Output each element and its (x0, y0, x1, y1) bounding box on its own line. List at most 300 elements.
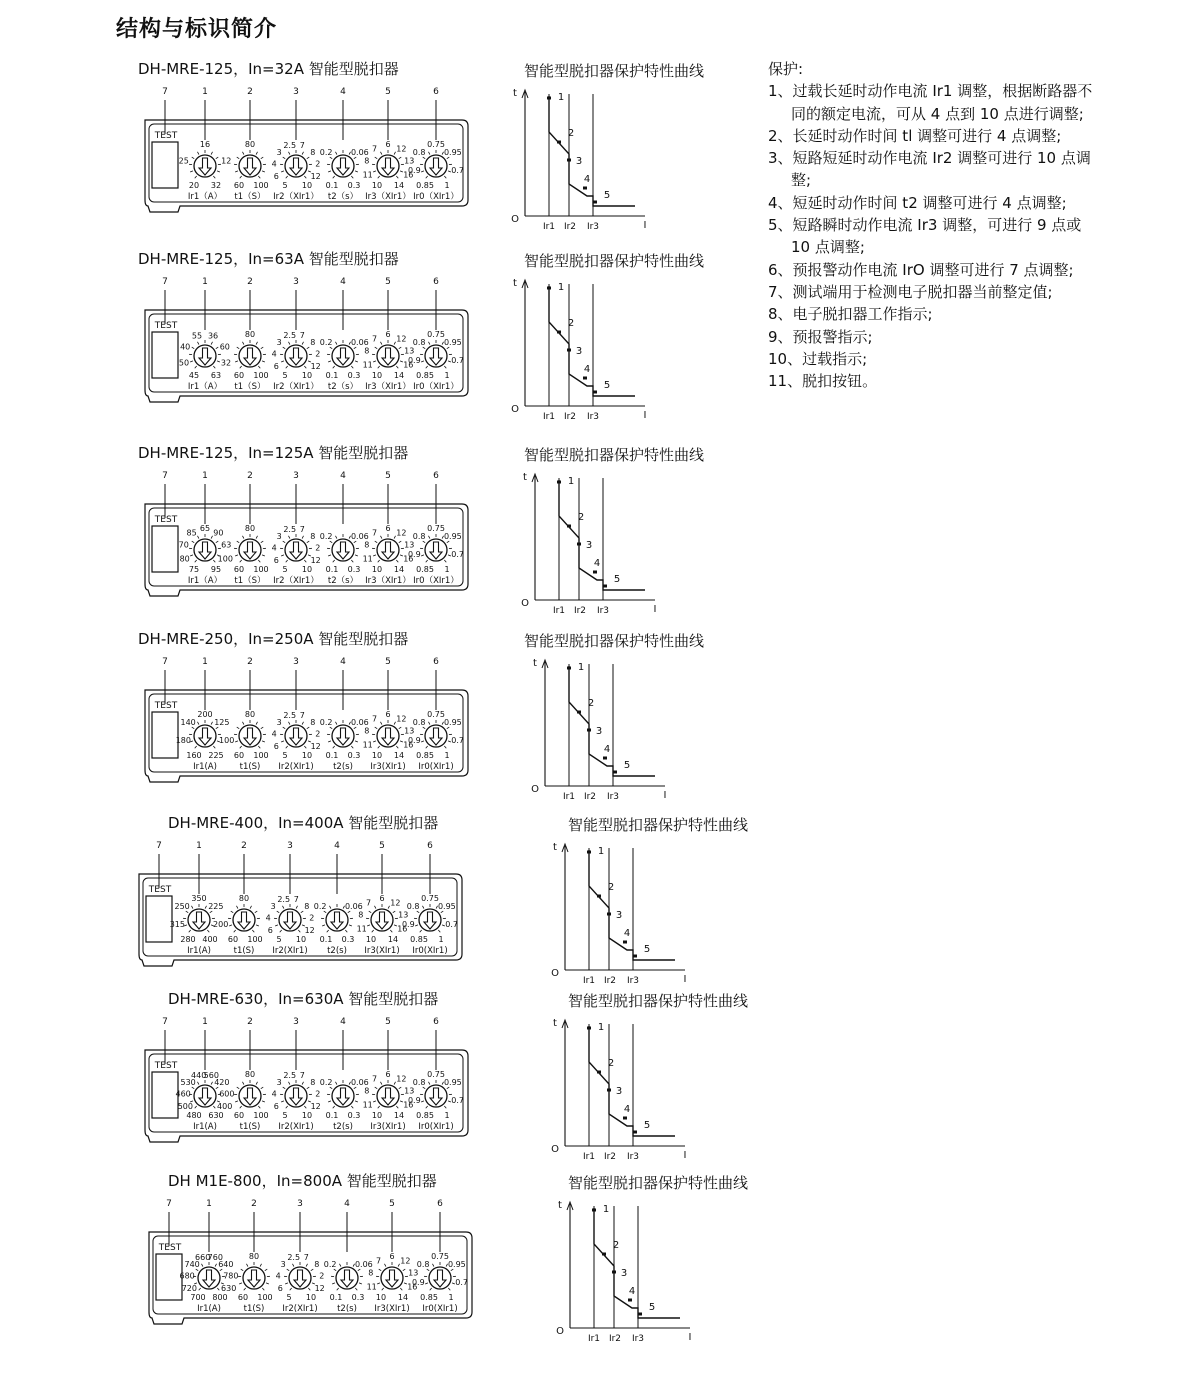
dial-scale-value: 6 (278, 1284, 283, 1293)
curve-title: 智能型脱扣器保护特性曲线 (524, 250, 704, 271)
trip-curve (505, 274, 665, 454)
setting-dial[interactable] (320, 532, 369, 574)
setting-dial[interactable] (179, 524, 233, 574)
callout-number: 1 (202, 87, 208, 97)
dial-scale-value: 8 (358, 910, 363, 919)
trip-curve-svg (515, 468, 675, 623)
test-label: TEST (148, 885, 172, 895)
dial-scale-value: 0.9 (408, 550, 421, 559)
axis-t-label: t (553, 1018, 557, 1029)
dial-scale-value: 100 (219, 736, 234, 745)
callout-number: 2 (247, 657, 253, 667)
dial-scale-value: 0.3 (352, 1293, 365, 1302)
dial-scale-value: 10 (366, 935, 376, 944)
dial-scale-value: 16 (397, 924, 407, 933)
dial-scale-value: 1 (444, 751, 449, 760)
dial-label: t1(S) (234, 946, 255, 956)
trip-unit-panel (0, 836, 340, 976)
setting-dial[interactable] (402, 894, 458, 944)
dial-scale-value: 6 (385, 330, 390, 339)
callout-number: 5 (379, 841, 385, 851)
callout-number: 6 (433, 87, 439, 97)
setting-dial[interactable] (272, 1071, 321, 1120)
setting-dial[interactable] (179, 332, 231, 381)
dial-scale-value: 95 (211, 565, 221, 574)
origin-label: O (556, 1326, 564, 1337)
dial-scale-value: 12 (315, 1284, 325, 1293)
dial-scale-value: 12 (311, 742, 321, 751)
curve-point-label: 3 (616, 910, 622, 921)
dial-scale-value: 14 (398, 1293, 408, 1302)
dial-scale-value: 12 (400, 1257, 410, 1266)
setting-dial[interactable] (170, 894, 229, 944)
protection-item: 10、过载指示; (768, 348, 1098, 370)
setting-dial[interactable] (176, 1071, 235, 1120)
trip-curve-svg (545, 838, 705, 993)
dial-scale-value: 0.2 (320, 532, 333, 541)
dial-label: Ir0(XIr1) (422, 1304, 457, 1314)
dial-scale-value: 10 (296, 935, 306, 944)
dial-scale-value: 60 (234, 181, 244, 190)
dial-scale-value: 0.8 (413, 338, 426, 347)
callout-number: 7 (162, 277, 168, 287)
callout-number: 3 (293, 657, 299, 667)
dial-label: t1(S) (240, 1122, 261, 1132)
setting-dial[interactable] (314, 902, 363, 944)
dial-scale-value: 315 (170, 920, 185, 929)
dial-scale-value: 0.2 (320, 148, 333, 157)
setting-dial[interactable] (408, 140, 464, 190)
setting-dial[interactable] (180, 1253, 239, 1302)
dial-scale-value: 55 (192, 332, 202, 341)
dial-scale-value: 7 (300, 525, 305, 534)
trip-unit-panel (0, 652, 340, 792)
setting-dial[interactable] (363, 140, 415, 190)
dial-scale-value: 11 (363, 360, 373, 369)
test-port[interactable] (152, 332, 178, 378)
curve-point-label: 5 (604, 380, 610, 391)
callout-number: 7 (166, 1199, 172, 1209)
trip-curve-line (569, 666, 655, 776)
dial-scale-value: 0.85 (416, 181, 434, 190)
test-label: TEST (158, 1243, 182, 1253)
dial-scale-value: 630 (221, 1284, 236, 1293)
trip-curve (525, 654, 685, 834)
trip-unit-title: DH-MRE-400，In=400A 智能型脱扣器 (168, 812, 438, 833)
axis-i-label: I (689, 1332, 692, 1343)
dial-scale-value: 14 (394, 751, 404, 760)
dial-scale-value: 440 (191, 1071, 206, 1080)
dial-scale-value: 80 (249, 1252, 259, 1261)
setting-dial[interactable] (363, 710, 415, 760)
protection-item: 11、脱扣按钮。 (768, 370, 1098, 392)
dial-scale-value: 5 (276, 935, 281, 944)
dial-scale-value: 12 (311, 556, 321, 565)
dial-scale-value: 630 (208, 1111, 223, 1120)
dial-scale-value: 0.9 (408, 356, 421, 365)
dial-label: Ir3（XIr1） (365, 576, 411, 586)
setting-dial[interactable] (408, 524, 464, 574)
setting-dial[interactable] (408, 710, 464, 760)
dial-scale-value: 100 (247, 935, 262, 944)
ir3-label: Ir3 (587, 222, 599, 232)
dial-scale-value: 500 (178, 1102, 193, 1111)
dial-scale-value: 0.95 (448, 1260, 466, 1269)
dial-scale-value: 2.5 (283, 1071, 296, 1080)
dial-scale-value: 40 (180, 342, 190, 351)
dial-scale-value: 8 (364, 346, 369, 355)
dial-scale-value: 5 (282, 371, 287, 380)
setting-dial[interactable] (367, 1252, 419, 1302)
dial-scale-value: 420 (214, 1078, 229, 1087)
dial-scale-value: 400 (202, 935, 217, 944)
dial-scale-value: 0.85 (410, 935, 428, 944)
dial-scale-value: 0.85 (416, 371, 434, 380)
dial-label: t2(s) (333, 762, 353, 772)
dial-scale-value: 180 (176, 736, 191, 745)
dial-label: Ir0(XIr1) (418, 762, 453, 772)
dial-scale-value: 0.1 (330, 1293, 343, 1302)
dial-scale-value: 10 (372, 751, 382, 760)
setting-dial[interactable] (276, 1253, 325, 1302)
trip-curve-line (589, 1026, 675, 1136)
dial-scale-value: 0.7 (451, 356, 464, 365)
trip-unit-panel-svg (0, 836, 480, 986)
dial-scale-value: 80 (245, 710, 255, 719)
dial-scale-value: 10 (306, 1293, 316, 1302)
dial-scale-value: 0.75 (421, 894, 439, 903)
axis-i-label: I (664, 790, 667, 801)
setting-dial[interactable] (272, 525, 321, 574)
ir3-label: Ir3 (632, 1334, 644, 1344)
dial-scale-value: 3 (271, 902, 276, 911)
dial-scale-value: 0.06 (355, 1260, 373, 1269)
dial-scale-value: 7 (294, 895, 299, 904)
dial-scale-value: 14 (394, 1111, 404, 1120)
test-port[interactable] (152, 1072, 178, 1118)
dial-scale-value: 0.3 (348, 371, 361, 380)
dial-scale-value: 6 (274, 362, 279, 371)
dial-scale-value: 11 (363, 170, 373, 179)
test-port[interactable] (152, 526, 178, 572)
dial-scale-value: 720 (182, 1284, 197, 1293)
dial-scale-value: 2 (315, 729, 320, 738)
dial-scale-value: 12 (396, 715, 406, 724)
callout-number: 6 (433, 1017, 439, 1027)
ir3-label: Ir3 (627, 976, 639, 986)
test-port[interactable] (146, 896, 172, 942)
dial-scale-value: 600 (219, 1089, 234, 1098)
dial-scale-value: 1 (444, 1111, 449, 1120)
dial-label: Ir1(A) (197, 1304, 221, 1314)
dial-label: t1(S) (244, 1304, 265, 1314)
setting-dial[interactable] (228, 894, 263, 944)
test-port[interactable] (152, 712, 178, 758)
dial-scale-value: 780 (223, 1271, 238, 1280)
dial-scale-value: 200 (197, 710, 212, 719)
trip-curve-svg (505, 84, 665, 239)
dial-scale-value: 0.75 (427, 330, 445, 339)
curve-point-label: 5 (644, 1120, 650, 1131)
trip-curve-line (589, 850, 675, 960)
dial-scale-value: 16 (403, 170, 413, 179)
ir2-label: Ir2 (604, 976, 616, 986)
protection-item: 8、电子脱扣器工作指示; (768, 303, 1098, 325)
dial-scale-value: 11 (357, 924, 367, 933)
setting-dial[interactable] (234, 710, 269, 760)
setting-dial[interactable] (320, 1078, 369, 1120)
dial-scale-value: 0.75 (431, 1252, 449, 1261)
axis-i-label: I (654, 604, 657, 615)
axis-i-label: I (684, 1150, 687, 1161)
dial-label: Ir3(XIr1) (374, 1304, 409, 1314)
dial-scale-value: 13 (404, 156, 414, 165)
trip-unit-panel (0, 1012, 340, 1152)
dial-scale-value: 0.1 (326, 565, 339, 574)
trip-curve-line (549, 96, 635, 206)
origin-label: O (511, 214, 519, 225)
dial-label: t2(s) (333, 1122, 353, 1132)
dial-label: Ir1(A) (187, 946, 211, 956)
ir1-label: Ir1 (543, 412, 555, 422)
dial-scale-value: 6 (385, 710, 390, 719)
dial-label: t2（s） (328, 192, 358, 202)
dial-label: t2(s) (327, 946, 347, 956)
dial-scale-value: 7 (372, 145, 377, 154)
dial-scale-value: 80 (245, 1070, 255, 1079)
curve-title: 智能型脱扣器保护特性曲线 (568, 990, 748, 1011)
setting-dial[interactable] (234, 524, 269, 574)
dial-scale-value: 63 (221, 540, 231, 549)
setting-dial[interactable] (238, 1252, 273, 1302)
dial-scale-value: 7 (376, 1257, 381, 1266)
setting-dial[interactable] (234, 140, 269, 190)
callout-number: 5 (385, 277, 391, 287)
setting-dial[interactable] (320, 338, 369, 380)
curve-point-label: 4 (594, 558, 600, 569)
dial-scale-value: 4 (272, 159, 277, 168)
dial-scale-value: 60 (220, 342, 230, 351)
trip-curve-line (594, 1208, 680, 1318)
setting-dial[interactable] (324, 1260, 373, 1302)
dial-scale-value: 0.3 (348, 751, 361, 760)
setting-dial[interactable] (272, 711, 321, 760)
ir3-label: Ir3 (627, 1152, 639, 1162)
callout-number: 2 (247, 87, 253, 97)
protection-item: 7、测试端用于检测电子脱扣器当前整定值; (768, 281, 1098, 303)
dial-label: Ir1(A) (193, 762, 217, 772)
dial-scale-value: 11 (363, 1100, 373, 1109)
dial-scale-value: 8 (364, 1086, 369, 1095)
dial-scale-value: 480 (186, 1111, 201, 1120)
trip-curve (550, 1196, 710, 1376)
setting-dial[interactable] (320, 148, 369, 190)
dial-scale-value: 280 (180, 935, 195, 944)
callout-number: 4 (340, 471, 346, 481)
callout-number: 3 (297, 1199, 303, 1209)
dial-label: Ir0（XIr1） (413, 576, 459, 586)
dial-label: Ir0（XIr1） (413, 192, 459, 202)
dial-scale-value: 2.5 (283, 141, 296, 150)
dial-scale-value: 100 (253, 751, 268, 760)
dial-label: t2（s） (328, 576, 358, 586)
dial-scale-value: 0.85 (420, 1293, 438, 1302)
setting-dial[interactable] (408, 330, 464, 380)
setting-dial[interactable] (363, 1070, 415, 1120)
dial-scale-value: 1 (444, 565, 449, 574)
curve-point-label: 2 (568, 128, 574, 139)
protection-item: 5、短路瞬时动作电流 Ir3 调整，可进行 9 点或 10 点调整; (768, 214, 1098, 259)
callout-number: 6 (433, 471, 439, 481)
dial-scale-value: 36 (208, 332, 218, 341)
dial-scale-value: 10 (372, 371, 382, 380)
dial-scale-value: 0.85 (416, 1111, 434, 1120)
setting-dial[interactable] (412, 1252, 468, 1302)
trip-curve-svg (550, 1196, 710, 1351)
dial-scale-value: 2 (315, 159, 320, 168)
dial-scale-value: 250 (175, 902, 190, 911)
dial-scale-value: 13 (404, 540, 414, 549)
dial-scale-value: 0.9 (408, 166, 421, 175)
dial-scale-value: 8 (310, 718, 315, 727)
callout-number: 3 (293, 87, 299, 97)
dial-scale-value: 2.5 (277, 895, 290, 904)
callout-number: 7 (162, 471, 168, 481)
dial-label: t1（S） (234, 576, 265, 586)
dial-scale-value: 400 (217, 1102, 232, 1111)
dial-scale-value: 0.95 (444, 718, 462, 727)
axis-t-label: t (533, 658, 537, 669)
protection-item: 1、过载长延时动作电流 Ir1 调整，根据断路器不同的额定电流，可从 4 点到 10 点进行调整; (768, 80, 1098, 125)
setting-dial[interactable] (272, 331, 321, 380)
dial-label: Ir1（A） (188, 576, 222, 586)
dial-scale-value: 0.75 (427, 524, 445, 533)
dial-scale-value: 0.75 (427, 1070, 445, 1079)
dial-scale-value: 10 (302, 565, 312, 574)
dial-scale-value: 560 (204, 1071, 219, 1080)
dial-scale-value: 0.06 (351, 1078, 369, 1087)
ir2-label: Ir2 (609, 1334, 621, 1344)
axis-t-label: t (523, 472, 527, 483)
dial-scale-value: 60 (234, 565, 244, 574)
dial-scale-value: 0.1 (326, 371, 339, 380)
dial-scale-value: 60 (238, 1293, 248, 1302)
trip-unit-panel-svg (0, 1012, 480, 1162)
origin-label: O (551, 1144, 559, 1155)
setting-dial[interactable] (176, 710, 235, 760)
setting-dial[interactable] (363, 524, 415, 574)
setting-dial[interactable] (357, 894, 409, 944)
dial-scale-value: 700 (190, 1293, 205, 1302)
protection-item: 9、预报警指示; (768, 326, 1098, 348)
setting-dial[interactable] (363, 330, 415, 380)
trip-unit-panel (0, 1194, 340, 1334)
dial-scale-value: 0.9 (408, 736, 421, 745)
dial-scale-value: 0.95 (438, 902, 456, 911)
dial-label: t1(S) (240, 762, 261, 772)
curve-point-label: 4 (604, 744, 610, 755)
setting-dial[interactable] (266, 895, 315, 944)
trip-curve-svg (505, 274, 665, 429)
trip-unit-panel-svg (0, 272, 480, 422)
trip-curve-svg (525, 654, 685, 809)
dial-scale-value: 2 (315, 543, 320, 552)
curve-point-label: 2 (613, 1240, 619, 1251)
protection-heading: 保护: (768, 58, 1098, 80)
dial-label: Ir2（XIr1） (273, 382, 319, 392)
dial-scale-value: 660 (195, 1253, 210, 1262)
dial-scale-value: 8 (310, 148, 315, 157)
ir2-label: Ir2 (564, 222, 576, 232)
dial-scale-value: 0.2 (324, 1260, 337, 1269)
test-label: TEST (154, 131, 178, 141)
curve-title: 智能型脱扣器保护特性曲线 (568, 814, 748, 835)
dial-label: t1（S） (234, 382, 265, 392)
curve-point-label: 2 (608, 1058, 614, 1069)
callout-number: 5 (389, 1199, 395, 1209)
setting-dial[interactable] (234, 1070, 269, 1120)
callout-number: 1 (202, 1017, 208, 1027)
dial-scale-value: 460 (176, 1089, 191, 1098)
trip-unit-panel-svg (0, 652, 480, 802)
dial-scale-value: 80 (245, 524, 255, 533)
dial-scale-value: 6 (274, 556, 279, 565)
dial-scale-value: 0.1 (326, 1111, 339, 1120)
dial-scale-value: 12 (305, 926, 315, 935)
setting-dial[interactable] (272, 141, 321, 190)
dial-scale-value: 0.8 (413, 1078, 426, 1087)
dial-scale-value: 75 (189, 565, 199, 574)
dial-scale-value: 2.5 (283, 711, 296, 720)
callout-number: 2 (241, 841, 247, 851)
dial-scale-value: 10 (376, 1293, 386, 1302)
setting-dial[interactable] (179, 140, 232, 190)
ir1-label: Ir1 (563, 792, 575, 802)
dial-scale-value: 85 (187, 529, 197, 538)
dial-scale-value: 0.06 (351, 532, 369, 541)
curve-title: 智能型脱扣器保护特性曲线 (524, 444, 704, 465)
dial-scale-value: 7 (366, 899, 371, 908)
dial-scale-value: 5 (286, 1293, 291, 1302)
dial-scale-value: 60 (234, 1111, 244, 1120)
setting-dial[interactable] (320, 718, 369, 760)
test-port[interactable] (156, 1254, 182, 1300)
protection-item: 6、预报警动作电流 IrO 调整可进行 7 点调整; (768, 259, 1098, 281)
dial-scale-value: 0.3 (348, 1111, 361, 1120)
dial-scale-value: 20 (189, 181, 199, 190)
setting-dial[interactable] (234, 330, 269, 380)
test-label: TEST (154, 515, 178, 525)
curve-point-label: 1 (568, 476, 574, 487)
dial-scale-value: 0.95 (444, 148, 462, 157)
trip-curve (515, 468, 675, 648)
callout-number: 3 (293, 1017, 299, 1027)
curve-point-label: 1 (598, 1022, 604, 1033)
dial-label: t2（s） (328, 382, 358, 392)
dial-scale-value: 0.8 (417, 1260, 430, 1269)
dial-scale-value: 13 (404, 726, 414, 735)
setting-dial[interactable] (408, 1070, 464, 1120)
dial-scale-value: 16 (403, 554, 413, 563)
curve-point-label: 2 (568, 318, 574, 329)
test-port[interactable] (152, 142, 178, 188)
dial-scale-value: 100 (253, 565, 268, 574)
test-label: TEST (154, 1061, 178, 1071)
callout-number: 6 (427, 841, 433, 851)
curve-point-label: 1 (603, 1204, 609, 1215)
dial-scale-value: 100 (257, 1293, 272, 1302)
callout-number: 5 (385, 471, 391, 481)
